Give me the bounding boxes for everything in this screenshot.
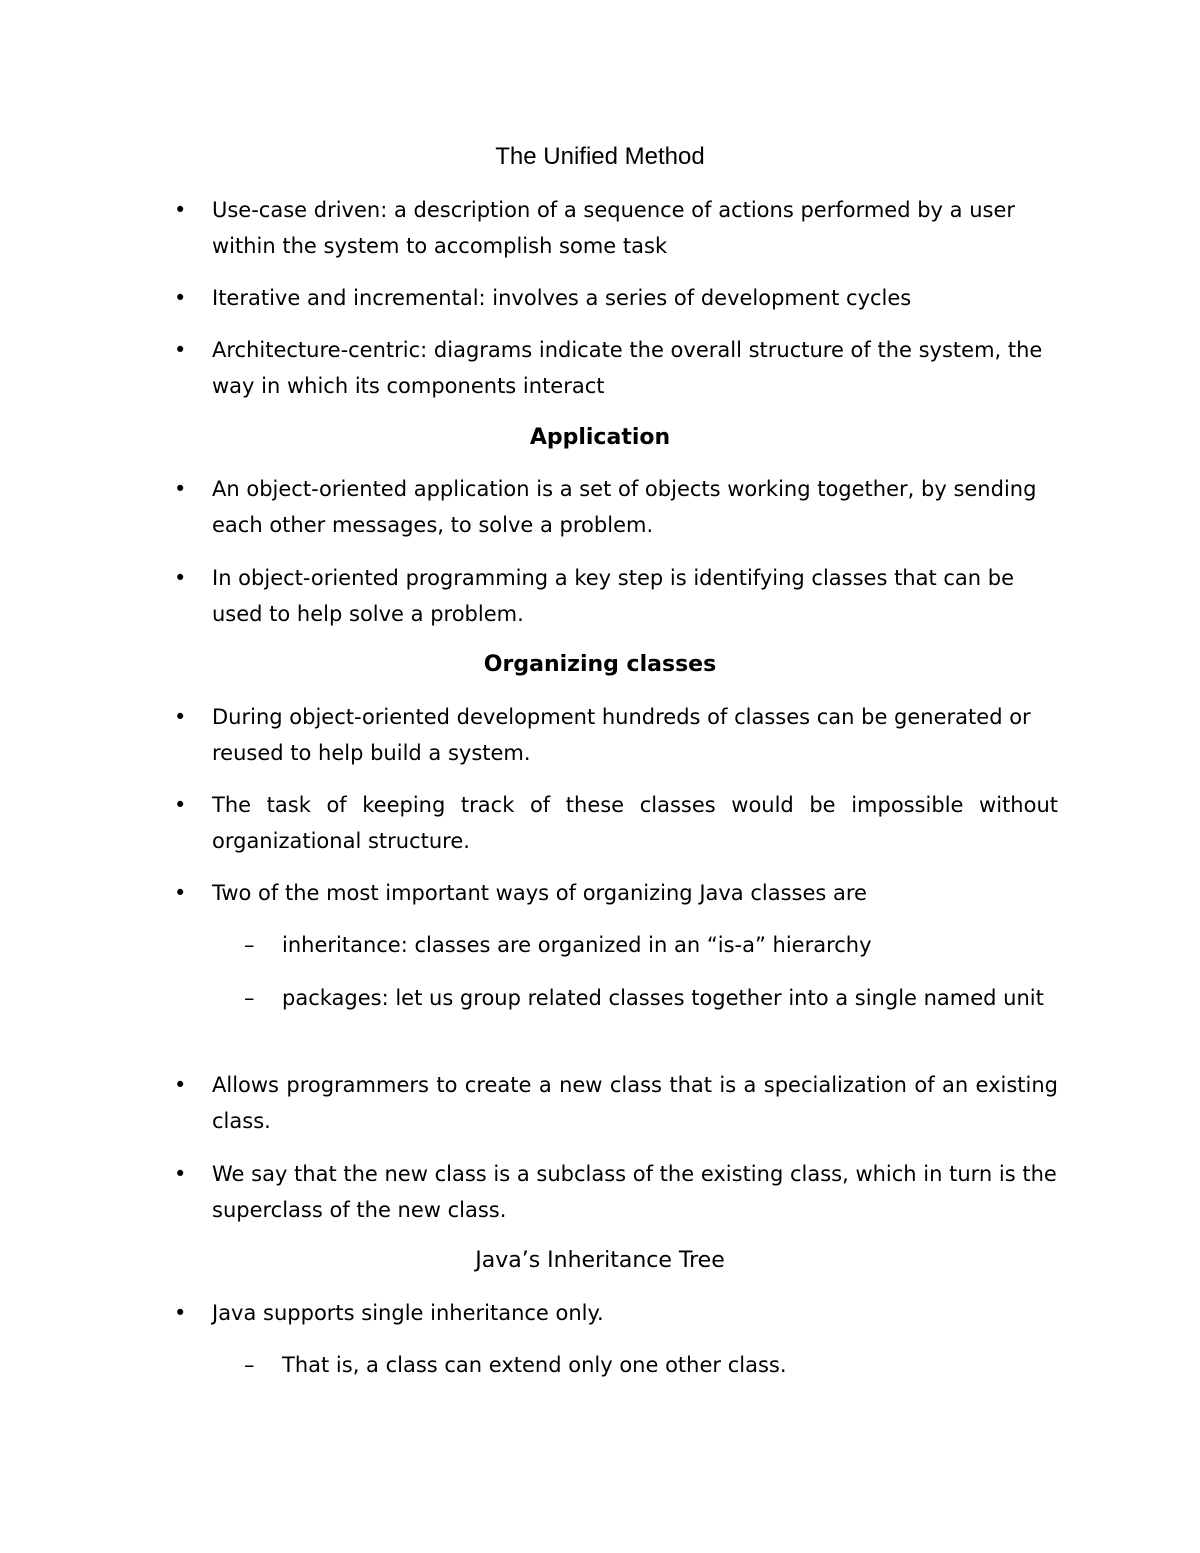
bullet-marker: •	[174, 477, 187, 501]
section-heading-inheritance-tree: Java’s Inheritance Tree	[475, 1248, 725, 1273]
list-item	[174, 1295, 1058, 1331]
list-item-text: Two of the most important ways of organizing Java classes are	[212, 881, 867, 905]
list-item-text: Iterative and incremental: involves a series of development cycles	[212, 286, 912, 310]
list-item-text: During object-oriented development hundreds of classes can be generated or reused to help build a system.	[212, 705, 1031, 765]
section-heading-unified-method: The Unified Method	[495, 143, 705, 170]
bullet-marker: •	[174, 705, 187, 729]
bullet-marker: •	[174, 198, 187, 222]
sub-list-item	[244, 980, 1058, 1016]
list-item	[174, 787, 1058, 859]
list-item-text: Allows programmers to create a new class that is a specialization of an existing class.	[212, 1073, 1058, 1133]
dash-marker: –	[244, 1353, 255, 1377]
bullet-marker: •	[174, 338, 187, 362]
bullet-marker: •	[174, 286, 187, 310]
sub-list-item-text: inheritance: classes are organized in an “is-a” hierarchy	[282, 933, 872, 957]
section-heading-organizing-classes: Organizing classes	[483, 652, 717, 677]
list-item-text: An object-oriented application is a set of objects working together, by sending each other messages, to solve a problem.	[212, 477, 1037, 537]
list-item	[174, 280, 1058, 316]
list-item-text: Architecture-centric: diagrams indicate the overall structure of the system, the way in which its components interact	[212, 338, 1043, 398]
list-item	[174, 699, 1058, 771]
sub-list-item-text: packages: let us group related classes together into a single named unit	[282, 986, 1044, 1010]
bullet-marker: •	[174, 881, 187, 905]
list-item	[174, 875, 1058, 911]
list-item-text: Java supports single inheritance only.	[212, 1301, 604, 1325]
bullet-marker: •	[174, 1073, 187, 1097]
dash-marker: –	[244, 933, 255, 957]
list-item-text: Use-case driven: a description of a sequence of actions performed by a user within the system to accomplish some task	[212, 198, 1016, 258]
list-item	[174, 471, 1058, 543]
section-heading-application: Application	[529, 425, 671, 450]
bullet-marker: •	[174, 1301, 187, 1325]
list-item	[174, 560, 1058, 632]
list-item	[174, 332, 1058, 404]
list-item	[174, 192, 1058, 264]
list-item-text: We say that the new class is a subclass of the existing class, which in turn is the superclass of the new class.	[212, 1162, 1057, 1222]
sub-list-item	[244, 1347, 1058, 1383]
list-item-text: The task of keeping track of these classes would be impossible without organizational structure.	[212, 793, 1058, 853]
list-item	[174, 1156, 1058, 1228]
list-item-text: In object-oriented programming a key step is identifying classes that can be used to help solve a problem.	[212, 566, 1015, 626]
bullet-marker: •	[174, 566, 187, 590]
bullet-marker: •	[174, 1162, 187, 1186]
sub-list-item	[244, 927, 1058, 963]
list-item	[174, 1067, 1058, 1139]
bullet-marker: •	[174, 793, 187, 817]
dash-marker: –	[244, 986, 255, 1010]
sub-list-item-text: That is, a class can extend only one other class.	[282, 1353, 787, 1377]
